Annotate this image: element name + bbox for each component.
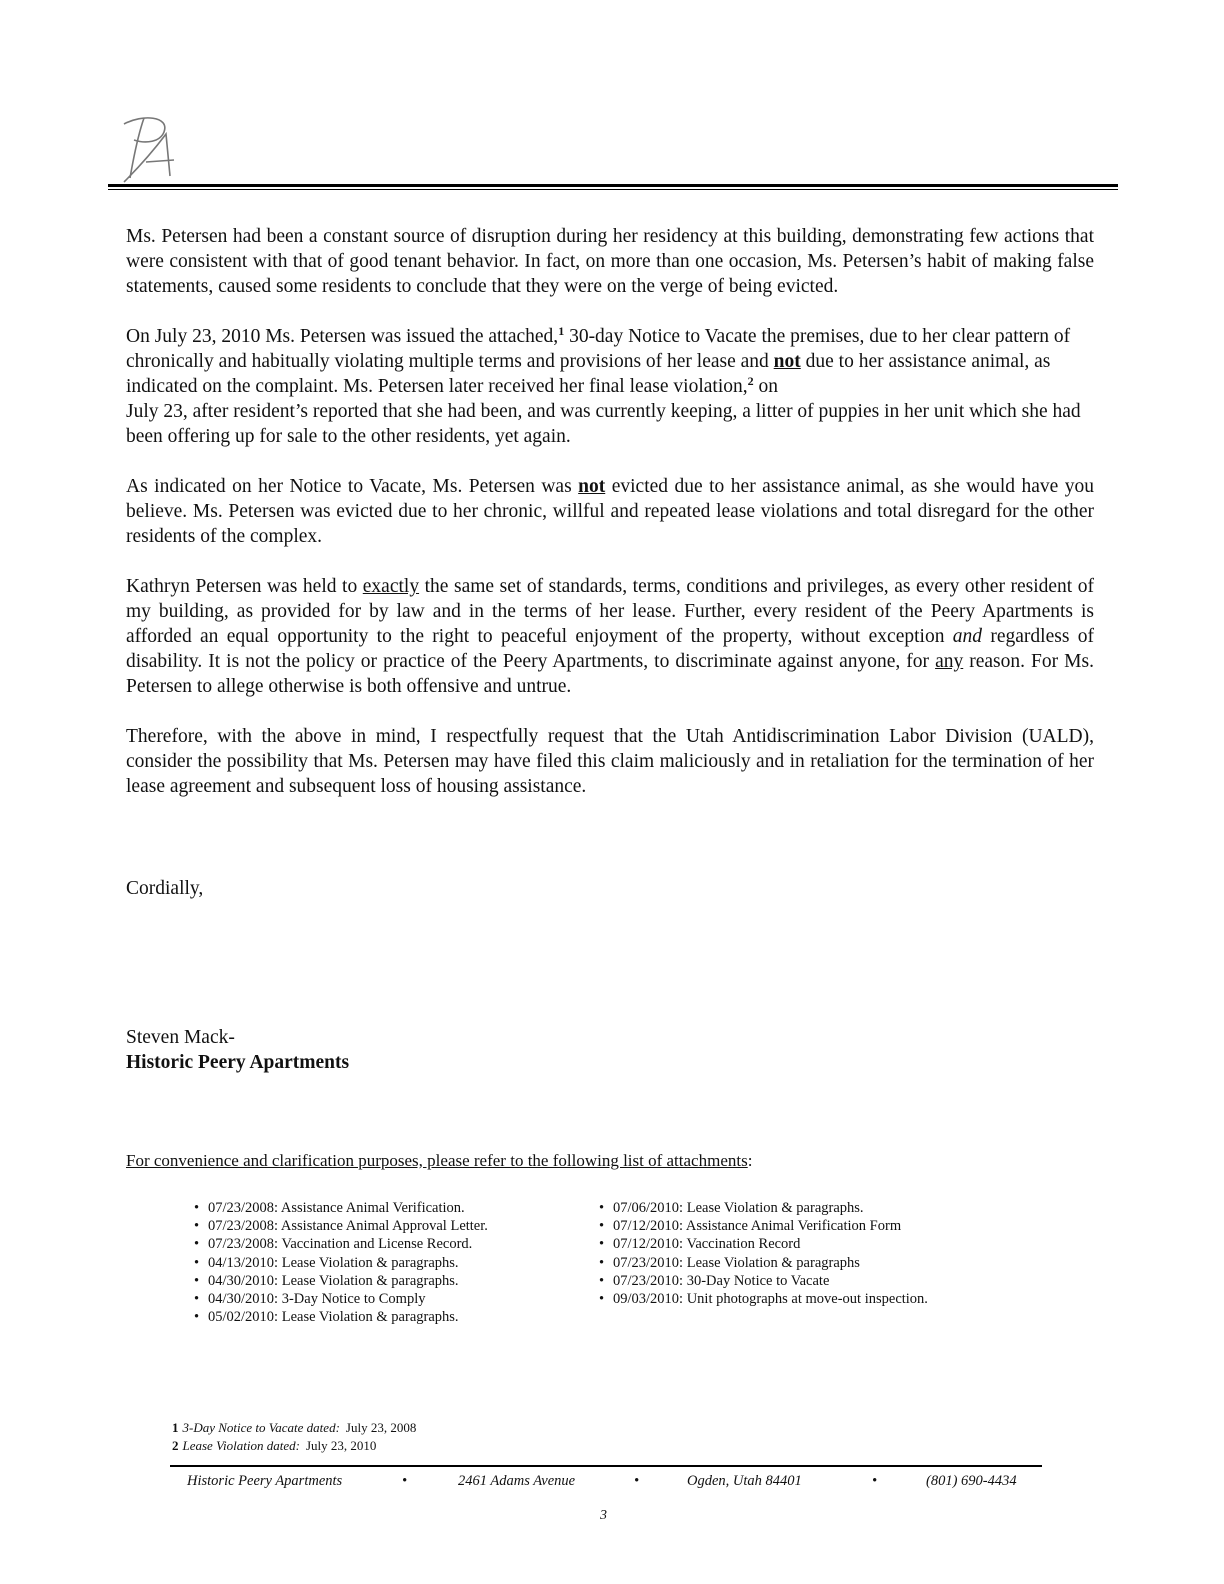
attachment-item: • 04/30/2010: 3-Day Notice to Comply [194, 1290, 488, 1308]
p3-text-b: evicted due to her assistance animal, as she would have you believe. Ms. Petersen was evicted due to her chronic, willful and repeated lease violations and total disregard for the other residents of the complex. [126, 476, 1094, 547]
p3-text-a: As indicated on her Notice to Vacate, Ms. Petersen was [126, 476, 579, 497]
footnote-ref-2: 2 [747, 374, 754, 388]
header-rule [108, 184, 1118, 187]
p2-text-c: due to her assistance animal, as indicated on the complaint. Ms. Petersen later received her final lease violation, [126, 351, 1051, 397]
attachment-item: • 09/03/2010: Unit photographs at move-out inspection. [599, 1290, 928, 1308]
attachment-item: • 07/23/2010: Lease Violation & paragraphs [599, 1254, 928, 1272]
attachments-intro-text: For convenience and clarification purposes, please refer to the following list of attachments [126, 1151, 748, 1170]
attachment-item: • 04/13/2010: Lease Violation & paragraphs. [194, 1254, 488, 1272]
paragraph-5: Therefore, with the above in mind, I respectfully request that the Utah Antidiscrimination Labor Division (UALD), consider the possibility that Ms. Petersen may have filed this claim maliciously and in retaliation for the termination of her lease agreement and subsequent loss of housing assistance. [126, 726, 1094, 797]
paragraph-3 [126, 474, 1094, 549]
footer-rule [170, 1465, 1042, 1467]
attachment-item: • 07/12/2010: Assistance Animal Verification Form [599, 1217, 928, 1235]
p2-text-e: July 23, after resident’s reported that she had been, and was currently keeping, a litter of puppies in her unit which she had been offering up for sale to the other residents, yet again. [126, 401, 1081, 447]
attachment-item: • 07/23/2008: Assistance Animal Verification. [194, 1199, 488, 1217]
footer-name: Historic Peery Apartments [187, 1473, 343, 1489]
footnote-date: July 23, 2008 [345, 1420, 417, 1435]
footnotes [172, 1419, 416, 1455]
attachments-list-right [599, 1199, 928, 1308]
paragraph-2 [126, 324, 1094, 449]
footnote-label: Lease Violation dated: [182, 1438, 300, 1453]
footnote-1 [172, 1419, 416, 1437]
footer-separator: • [634, 1473, 640, 1489]
signature-block [126, 1025, 349, 1075]
footnote-number: 2 [172, 1438, 179, 1453]
p4-emphasis-exactly: exactly [362, 576, 420, 597]
footnote-date: July 23, 2010 [305, 1438, 377, 1453]
footer-address: 2461 Adams Avenue [458, 1473, 576, 1489]
footer-city: Ogden, Utah 84401 [687, 1473, 802, 1489]
p4-text-d: reason. For Ms. Petersen to allege otherwise is both offensive and untrue. [126, 651, 1094, 697]
attachment-item: • 05/02/2010: Lease Violation & paragraphs. [194, 1308, 488, 1326]
attachment-item: • 07/23/2008: Assistance Animal Approval Letter. [194, 1217, 488, 1235]
attachment-item: • 07/23/2008: Vaccination and License Record. [194, 1235, 488, 1253]
p4-emphasis-any: any [935, 651, 964, 672]
signer-organization: Historic Peery Apartments [126, 1052, 350, 1073]
footnote-label: 3-Day Notice to Vacate dated: [182, 1420, 340, 1435]
p4-emphasis-and: and [952, 626, 983, 647]
paragraph-1: Ms. Petersen had been a constant source of disruption during her residency at this building, demonstrating few actions that were consistent with that of good tenant behavior. In fact, on more than one occasion, Ms. Petersen’s habit of making false statements, caused some residents to conclude that they were on the verge of being evicted. [126, 226, 1094, 297]
letter-body [126, 224, 1094, 824]
p4-text-a: Kathryn Petersen was held to [126, 576, 363, 597]
p2-text-d: on [753, 376, 778, 397]
footer-phone: (801) 690-4434 [926, 1473, 1017, 1489]
footnote-number: 1 [172, 1420, 179, 1435]
attachment-item: • 07/06/2010: Lease Violation & paragraphs. [599, 1199, 928, 1217]
attachment-item: • 07/12/2010: Vaccination Record [599, 1235, 928, 1253]
attachment-item: • 04/30/2010: Lease Violation & paragraphs. [194, 1272, 488, 1290]
p2-text-b: 30-day Notice to Vacate the premises, due to her clear pattern of chronically and habitually violating multiple terms and provisions of her lease and [126, 326, 1071, 372]
p2-emphasis-not: not [773, 351, 801, 372]
footer-separator: • [402, 1473, 408, 1489]
footnote-2 [172, 1437, 416, 1455]
footnote-ref-1: 1 [558, 324, 565, 338]
paragraph-4 [126, 574, 1094, 699]
attachments-list-left [194, 1199, 488, 1326]
attachment-item: • 07/23/2010: 30-Day Notice to Vacate [599, 1272, 928, 1290]
page-number: 3 [600, 1508, 607, 1523]
closing-salutation: Cordially, [126, 878, 204, 899]
pa-monogram-logo [118, 110, 188, 186]
signer-name: Steven Mack- [126, 1027, 235, 1048]
p2-text-a: On July 23, 2010 Ms. Petersen was issued the attached, [126, 326, 559, 347]
header-rule-thin [108, 189, 1118, 190]
p4-text-c: regardless of disability. It is not the policy or practice of the Peery Apartments, to discriminate against anyone, for [126, 626, 1094, 672]
attachments-intro [126, 1150, 752, 1172]
attachments-intro-colon: : [747, 1151, 753, 1170]
footer-separator: • [872, 1473, 878, 1489]
p4-text-b: the same set of standards, terms, conditions and privileges, as every other resident of my building, as provided for by law and in the terms of her lease. Further, every resident of the Peery Apartments is afforded an equal opportunity to the right to peaceful enjoyment of the property, without exception [126, 576, 1094, 647]
p3-emphasis-not: not [578, 476, 606, 497]
